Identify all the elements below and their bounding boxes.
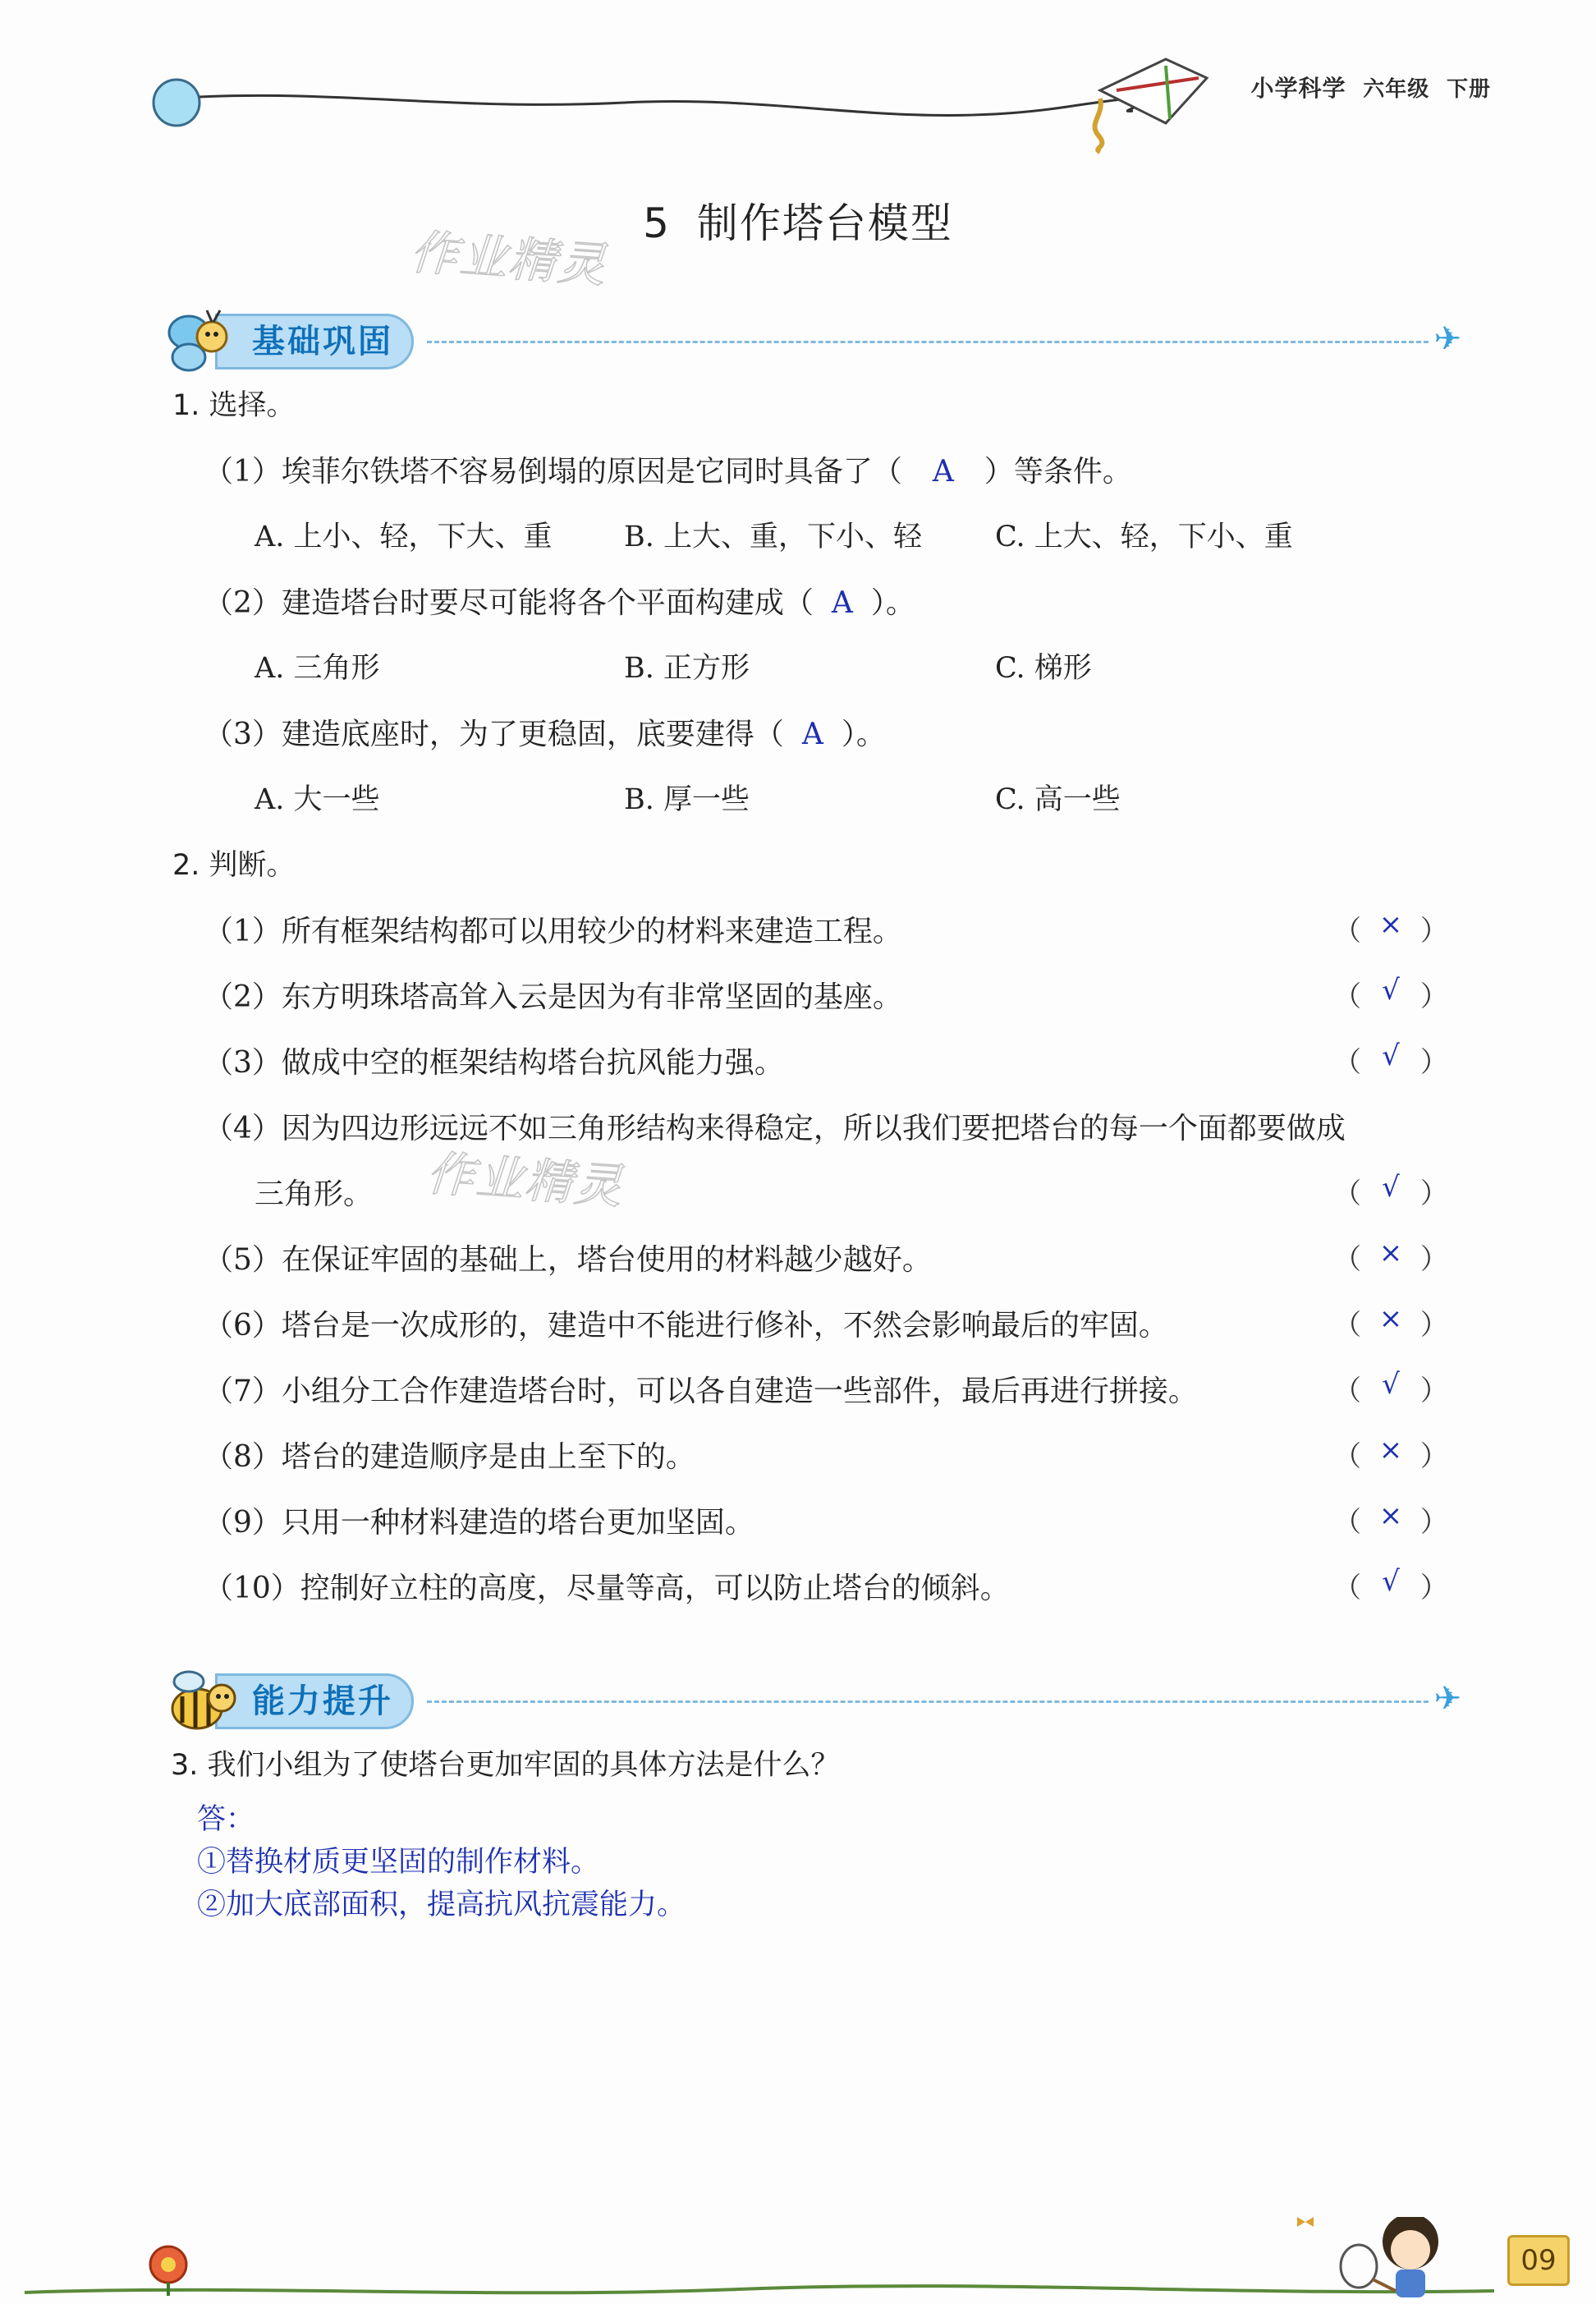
judge-mark: × bbox=[1378, 1499, 1403, 1532]
lesson-number: 5 bbox=[643, 200, 671, 247]
stem-text: ）。 bbox=[841, 718, 886, 751]
answer-line-2: ②加大底部面积，提高抗风抗震能力。 bbox=[197, 1889, 686, 1921]
question-3-heading: 3. 我们小组为了使塔台更加牢固的具体方法是什么？ bbox=[171, 1749, 840, 1782]
page-number: 09 bbox=[1507, 2235, 1570, 2286]
kite-icon bbox=[1095, 59, 1207, 152]
header-course-label bbox=[1250, 71, 1491, 103]
judge-mark: √ bbox=[1382, 1040, 1400, 1072]
header-grade: 六年级 bbox=[1363, 77, 1430, 102]
judge-item-3: （3）做成中空的框架结构塔台抗风能力强。 bbox=[204, 1046, 784, 1080]
stem-text: （3）建造底座时，为了更稳固，底要建得（ bbox=[204, 718, 784, 751]
judge-mark: × bbox=[1378, 1302, 1403, 1335]
judge-mark: × bbox=[1378, 908, 1403, 941]
judge-mark: √ bbox=[1382, 1565, 1400, 1598]
option-a: A. 上小、轻，下大、重 bbox=[255, 521, 553, 553]
lesson-title: 制作塔台模型 bbox=[696, 200, 953, 247]
judge-mark: √ bbox=[1382, 1368, 1400, 1401]
section-banner-ability bbox=[164, 1664, 1461, 1737]
question-1-3-stem bbox=[204, 711, 886, 753]
option-b: B. 正方形 bbox=[624, 652, 750, 685]
section-banner-basic-label: 基础巩固 bbox=[215, 314, 414, 369]
stem-text: ）等条件。 bbox=[984, 455, 1132, 489]
option-c: C. 高一些 bbox=[995, 783, 1121, 816]
question-2-heading: 2. 判断。 bbox=[172, 849, 296, 882]
judge-item-4: （4）因为四边形远远不如三角形结构来得稳定，所以我们要把塔台的每一个面都要做成 bbox=[204, 1112, 1346, 1145]
section-banner-ability-dashline bbox=[427, 1700, 1429, 1703]
judge-item-7: （7）小组分工合作建造塔台时，可以各自建造一些部件，最后再进行拼接。 bbox=[204, 1375, 1198, 1408]
answer-label: 答： bbox=[197, 1803, 255, 1836]
judge-mark: × bbox=[1378, 1237, 1403, 1269]
section-banner-basic-dashline bbox=[427, 341, 1429, 343]
judge-item-6: （6）塔台是一次成形的，建造中不能进行修补，不然会影响最后的牢固。 bbox=[204, 1309, 1168, 1342]
butterfly-mascot-icon bbox=[164, 304, 238, 378]
question-1-2-stem bbox=[204, 580, 915, 622]
header-subject: 小学科学 bbox=[1250, 75, 1346, 102]
option-a: A. 三角形 bbox=[255, 652, 380, 685]
airplane-icon: ✈ bbox=[1433, 1680, 1461, 1718]
section-banner-basic bbox=[164, 304, 1461, 378]
judge-item-1: （1）所有框架结构都可以用较少的材料来建造工程。 bbox=[204, 915, 902, 948]
bee-mascot-icon bbox=[164, 1664, 238, 1737]
stem-text: （2）建造塔台时要尽可能将各个平面构建成（ bbox=[204, 586, 814, 620]
question-1-heading: 1. 选择。 bbox=[172, 389, 296, 422]
judge-item-10: （10）控制好立柱的高度，尽量等高，可以防止塔台的倾斜。 bbox=[204, 1572, 1010, 1605]
answer-line-1: ①替换材质更坚固的制作材料。 bbox=[197, 1846, 600, 1879]
page-title bbox=[0, 190, 1596, 250]
question-1-1-stem bbox=[204, 448, 1132, 490]
filled-answer: A bbox=[801, 718, 823, 751]
workbook-page: 小学科学 六年级 下册 5 制作塔台模型 作业精灵 作业精灵 基础巩固 ✈ 1. 选择。 （1）埃菲尔铁塔不容易倒塌的原因是它同时具备了（ A ）等条件。 A. 上小、轻，下大、重 B. 上大、重，下小、轻 C. 上大、轻，下小、重 （2）建造塔台时要尽可能将各个平面构建成（ A ）。 A. 三角形 B. 正方形 C. 梯形 （3）建造底座时，为了更稳固，底要建得（ A ）。 A. 大一些 B. 厚一些 C. 高一些 2. 判断。 （1）所有框架结构都可以用较少的材料来建造工程。 （ × ） （2）东方明珠塔高耸入云是因为有非常坚固的基座。 （ √ ） （3）做成中空的框架结构塔台抗风能力强。 （ √ ） （4）因为四边形远远不如三角形结构来得稳定，所以我们要把塔台的每一个面都要做成 三角形。 （ √ ） （5）在保证牢固的基础上，塔台使用的材料越少越好。 （ × ） （6）塔台是一次成形的，建造中不能进行修补，不然会影响最后的牢固。 （ × ） （7）小组分工合作建造塔台时，可以各自建造一些部件，最后再进行拼接。 （ √ ） （8）塔台的建造顺序是由上至下的。 （ × ） （9）只用一种材料建造的塔台更加坚固。 （ × ） （10）控制好立柱的高度，尽量等高，可以防止塔台的倾斜。 （ √ ） 能力提升 ✈ 3. 我们小组为了使塔台更加牢固的具体方法是什么？ 答： ①替换材质更坚固的制作材料。 ②加大底部面积，提高抗风抗震能力。 09 bbox=[0, 0, 1596, 2304]
stem-text: （1）埃菲尔铁塔不容易倒塌的原因是它同时具备了（ bbox=[204, 455, 902, 489]
filled-answer: A bbox=[932, 455, 954, 489]
judge-mark: √ bbox=[1382, 1171, 1400, 1204]
stem-text: ）。 bbox=[870, 586, 915, 620]
option-b: B. 厚一些 bbox=[624, 783, 750, 816]
judge-item-2: （2）东方明珠塔高耸入云是因为有非常坚固的基座。 bbox=[204, 980, 902, 1014]
option-b: B. 上大、重，下小、轻 bbox=[624, 521, 922, 553]
watermark-middle: 作业精灵 bbox=[424, 1145, 626, 1215]
watermark-top: 作业精灵 bbox=[408, 223, 609, 294]
judge-item-5: （5）在保证牢固的基础上，塔台使用的材料越少越好。 bbox=[204, 1243, 932, 1277]
section-banner-ability-label: 能力提升 bbox=[215, 1673, 414, 1729]
airplane-icon: ✈ bbox=[1433, 320, 1461, 358]
judge-mark: × bbox=[1378, 1434, 1403, 1466]
judge-mark: √ bbox=[1382, 974, 1400, 1007]
judge-item-8: （8）塔台的建造顺序是由上至下的。 bbox=[204, 1440, 695, 1474]
judge-item-9: （9）只用一种材料建造的塔台更加坚固。 bbox=[204, 1506, 754, 1540]
footer-grass-decoration bbox=[0, 2217, 1596, 2304]
judge-item-4-continuation: 三角形。 bbox=[255, 1177, 374, 1211]
option-a: A. 大一些 bbox=[255, 783, 380, 816]
butterfly-icon bbox=[1297, 2217, 1314, 2227]
girl-with-net-icon bbox=[1341, 2217, 1438, 2297]
header-volume: 下册 bbox=[1446, 77, 1491, 102]
option-c: C. 梯形 bbox=[995, 652, 1092, 685]
filled-answer: A bbox=[831, 586, 853, 620]
option-c: C. 上大、轻，下小、重 bbox=[995, 521, 1293, 553]
